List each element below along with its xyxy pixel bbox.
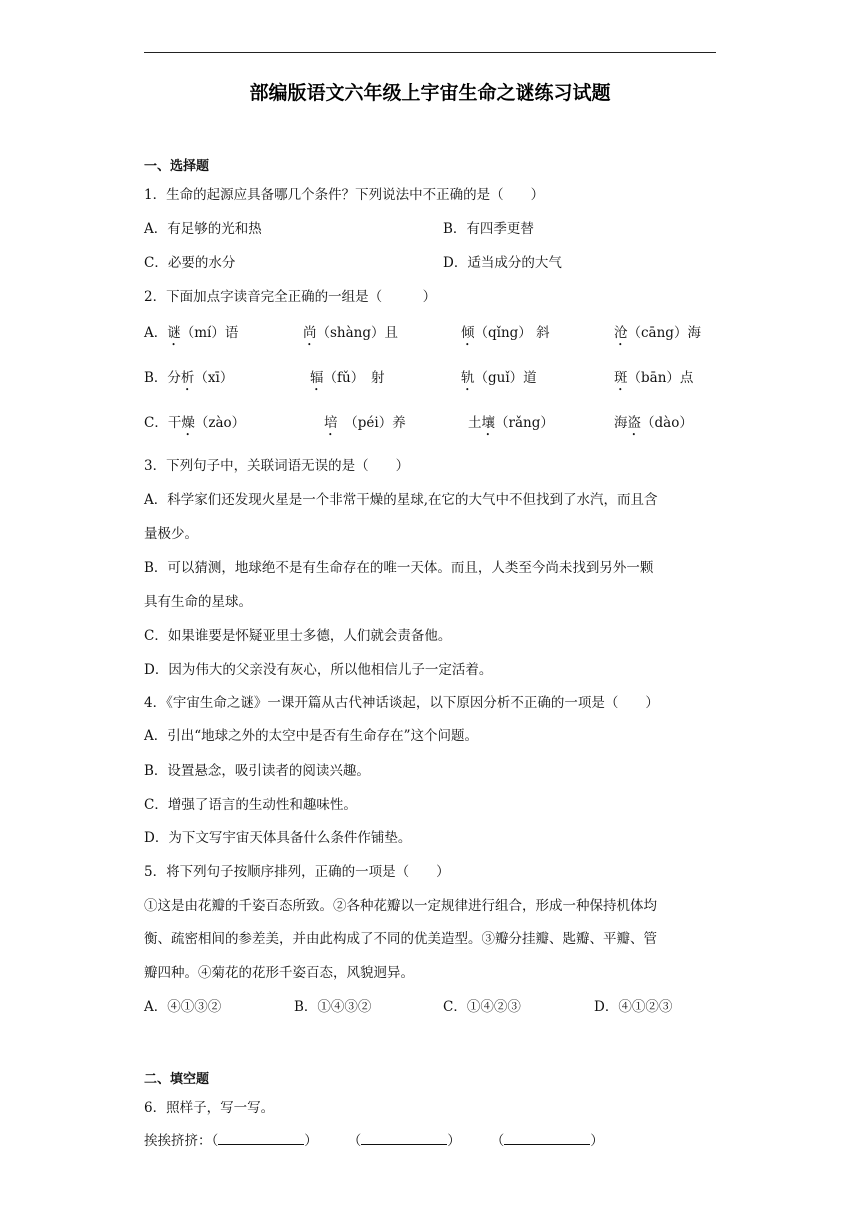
q2-row-c-item: 海盗（dào） <box>614 415 693 431</box>
q1-option-c: C．必要的水分 <box>144 255 236 271</box>
q3-option-d: D．因为伟大的父亲没有灰心，所以他相信儿子一定活着。 <box>144 662 493 678</box>
question-5-stem: 5．将下列句子按顺序排列，正确的一项是（ ） <box>144 864 450 880</box>
q5-passage-line: 瓣四种。④菊花的花形千姿百态，风貌迥异。 <box>144 965 414 981</box>
question-3-stem: 3．下列句子中，关联词语无误的是（ ） <box>144 458 410 474</box>
q5-passage-line: 衡、疏密相间的参差美，并由此构成了不同的优美造型。③瓣分挂瓣、匙瓣、平瓣、管 <box>144 931 657 947</box>
q5-option-b: B．①④③② <box>294 999 372 1015</box>
answer-blank[interactable] <box>218 1132 304 1145</box>
q2-row-a-item: 倾（qǐng） 斜 <box>461 325 550 341</box>
question-1-stem: 1．生命的起源应具备哪几个条件？下列说法中不正确的是（ ） <box>144 187 545 203</box>
page-title: 部编版语文六年级上宇宙生命之谜练习试题 <box>249 82 611 104</box>
q2-row-b-item: 辐（fǔ） 射 <box>310 370 385 386</box>
q5-passage-line: ①这是由花瓣的千姿百态所致。②各种花瓣以一定规律进行组合，形成一种保持机体均 <box>144 898 657 914</box>
q2-row-c-item: C．干燥（zào） <box>144 415 246 431</box>
section-heading-choice: 一、选择题 <box>144 159 210 174</box>
q3-option-a: A．科学家们还发现火星是一个非常干燥的星球,在它的大气中不但找到了水汽，而且含 <box>144 492 658 508</box>
answer-blank[interactable] <box>504 1132 590 1145</box>
q2-row-a-item: A．谜（mí）语 <box>144 325 239 341</box>
q2-row-b-item: B．分析（xī） <box>144 370 234 386</box>
q4-option-b: B．设置悬念，吸引读者的阅读兴趣。 <box>144 763 370 779</box>
q4-option-c: C．增强了语言的生动性和趣味性。 <box>144 797 357 813</box>
q3-option-c: C．如果谁要是怀疑亚里士多德，人们就会责备他。 <box>144 628 452 644</box>
q4-option-d: D．为下文写宇宙天体具备什么条件作铺垫。 <box>144 830 412 846</box>
q2-row-b-item: 轨（guǐ）道 <box>461 370 537 386</box>
question-2-stem: 2．下面加点字读音完全正确的一组是（ ） <box>144 289 437 305</box>
q3-option-a-cont: 量极少。 <box>144 526 198 542</box>
q2-row-a-item: 沧（cāng）海 <box>614 325 701 341</box>
q2-row-c-item: 土壤（rǎng） <box>468 415 554 431</box>
question-4-stem: 4．《宇宙生命之谜》一课开篇从古代神话谈起，以下原因分析不正确的一项是（ ） <box>144 695 659 711</box>
q5-option-c: C．①④②③ <box>443 999 521 1015</box>
q5-option-a: A．④①③② <box>144 999 222 1015</box>
q5-option-d: D．④①②③ <box>594 999 673 1015</box>
section-heading-fill: 二、填空题 <box>144 1072 210 1087</box>
q6-answer-line: 挨挨挤挤：（ ） （ ） （ ） <box>144 1133 604 1149</box>
question-6-stem: 6．照样子，写一写。 <box>144 1100 275 1116</box>
q2-row-c-item: 培 （péi）养 <box>324 415 406 431</box>
top-rule <box>144 52 716 53</box>
q2-row-a-item: 尚（shàng）且 <box>303 325 399 341</box>
q6-example-label: 挨挨挤挤： <box>144 1133 212 1149</box>
q1-option-b: B．有四季更替 <box>443 221 534 237</box>
q2-row-b-item: 斑（bān）点 <box>614 370 694 386</box>
answer-blank[interactable] <box>361 1132 447 1145</box>
q1-option-d: D．适当成分的大气 <box>443 255 562 271</box>
q4-option-a: A．引出“地球之外的太空中是否有生命存在”这个问题。 <box>144 728 479 744</box>
q1-option-a: A．有足够的光和热 <box>144 221 262 237</box>
q3-option-b: B．可以猜测，地球绝不是有生命存在的唯一天体。而且，人类至今尚未找到另外一颗 <box>144 560 654 576</box>
q3-option-b-cont: 具有生命的星球。 <box>144 594 252 610</box>
